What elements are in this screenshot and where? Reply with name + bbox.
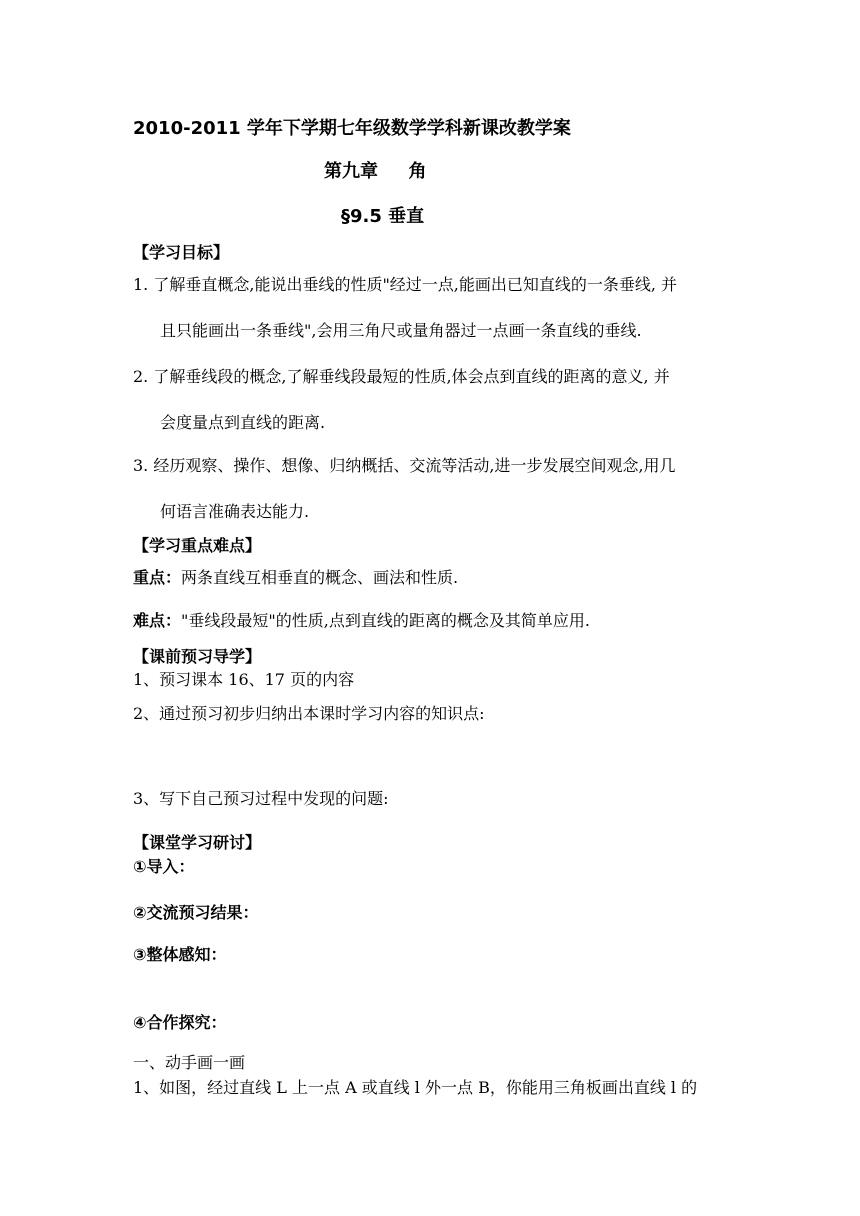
chapter-title: 第九章 角 (324, 161, 427, 182)
step-overall-perception: ③整体感知： (133, 945, 227, 964)
difficulty-text: "垂线段最短"的性质,点到直线的距离的概念及其简单应用. (181, 611, 590, 630)
preview-heading: 【课前预习导学】 (133, 647, 262, 666)
preview-item-3: 3、写下自己预习过程中发现的问题: (133, 789, 389, 808)
objective-1-line-1: 1. 了解垂直概念,能说出垂线的性质"经过一点,能画出已知直线的一条垂线, 并 (133, 275, 678, 294)
activity-question-1: 1、如图，经过直线 L 上一点 A 或直线 l 外一点 B，你能用三角板画出直线 l 的 (133, 1078, 698, 1097)
objective-3-line-1: 3. 经历观察、操作、想像、归纳概括、交流等活动,进一步发展空间观念,用几 (133, 456, 676, 475)
focus-text: 两条直线互相垂直的概念、画法和性质. (181, 568, 459, 587)
preview-item-1: 1、预习课本 16、17 页的内容 (133, 670, 355, 689)
objective-2-line-1: 2. 了解垂线段的概念,了解垂线段最短的性质,体会点到直线的距离的意义, 并 (133, 367, 670, 386)
focus-label: 重点： (133, 568, 182, 587)
key-points-heading: 【学习重点难点】 (133, 536, 262, 555)
objective-1-line-2: 且只能画出一条垂线",会用三角尺或量角器过一点画一条直线的垂线. (160, 321, 642, 340)
focus-line (133, 570, 458, 586)
step-import: ①导入： (133, 857, 195, 876)
objective-2-line-2: 会度量点到直线的距离. (160, 413, 326, 432)
section-title: §9.5 垂直 (341, 206, 425, 227)
document-title: 2010-2011 学年下学期七年级数学学科新课改教学案 (133, 118, 571, 139)
classroom-heading: 【课堂学习研讨】 (133, 833, 262, 852)
difficulty-line (133, 613, 590, 629)
objectives-heading: 【学习目标】 (133, 243, 230, 262)
step-exchange-results: ②交流预习结果： (133, 903, 259, 922)
step-cooperative-inquiry: ④合作探究： (133, 1013, 227, 1032)
objective-3-line-2: 何语言准确表达能力. (160, 502, 310, 521)
preview-item-2: 2、通过预习初步归纳出本课时学习内容的知识点: (133, 704, 485, 723)
activity-title: 一、动手画一画 (133, 1053, 246, 1072)
difficulty-label: 难点： (133, 611, 182, 630)
